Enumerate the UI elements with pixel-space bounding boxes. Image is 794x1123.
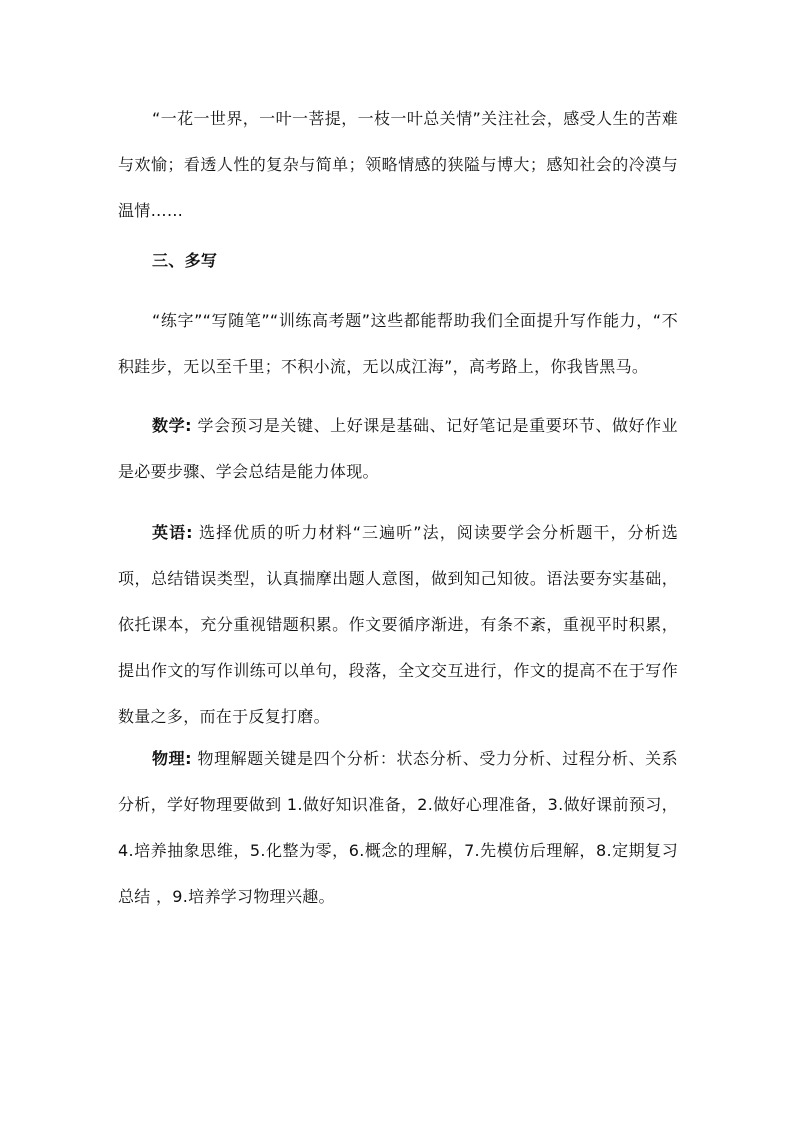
paragraph-writing-practice <box>118 298 678 390</box>
paragraph-text: “练字”“写随笔”“训练高考题”这些都能帮助我们全面提升写作能力，“不积跬步，无以至千里；不积小流，无以成江海”，高考路上，你我皆黑马。 <box>118 311 678 376</box>
paragraph-english <box>118 510 678 740</box>
paragraph-text: 选择优质的听力材料“三遍听”法，阅读要学会分析题干，分析选项，总结错误类型，认真揣摩出题人意图，做到知己知彼。语法要夯实基础，依托课本，充分重视错题积累。作文要循序渐进，有条不紊，重视平时积累，提出作文的写作训练可以单句，段落，全文交互进行，作文的提高不在于写作数量之多，而在于反复打磨。 <box>118 523 678 726</box>
subject-label-physics: 物理: <box>152 749 192 768</box>
subject-label-english: 英语: <box>152 523 193 542</box>
heading-text: 三、多写 <box>152 251 218 270</box>
paragraph-math <box>118 403 678 495</box>
paragraph-social-awareness <box>118 96 678 234</box>
paragraph-text: 学会预习是关键、上好课是基础、记好笔记是重要环节、做好作业是必要步骤、学会总结是能力体现。 <box>118 416 678 481</box>
paragraph-physics <box>118 736 678 920</box>
paragraph-text: “一花一世界，一叶一菩提，一枝一叶总关情”关注社会，感受人生的苦难与欢愉；看透人性的复杂与简单；领略情感的狭隘与博大；感知社会的冷漠与温情…… <box>118 109 678 220</box>
subject-label-math: 数学: <box>152 416 192 435</box>
section-heading-write-more <box>118 238 678 284</box>
paragraph-text: 物理解题关键是四个分析：状态分析、受力分析、过程分析、关系分析，学好物理要做到 1.做好知识准备，2.做好心理准备，3.做好课前预习，4.培养抽象思维，5.化整为零，6.概念的理解，7.先模仿后理解，8.定期复习总结 ，9.培养学习物理兴趣。 <box>118 749 678 906</box>
